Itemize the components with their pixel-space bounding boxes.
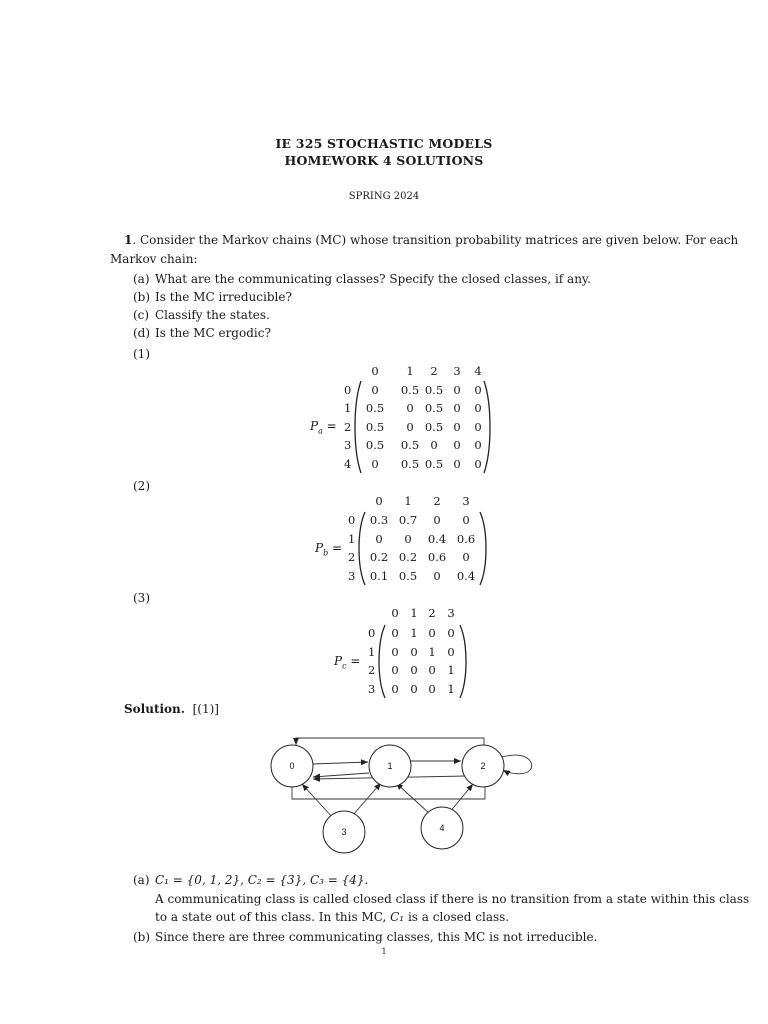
question-c-text: Classify the states. <box>155 308 270 322</box>
matrix-cell: 0 <box>433 513 441 527</box>
matrix-a-item-label: (1) <box>133 347 150 361</box>
matrix-cell: 0.5 <box>424 401 444 416</box>
matrix-col-label: 4 <box>474 364 482 378</box>
matrix-row-label: 0 <box>348 513 356 527</box>
matrix-cell: 1 <box>410 626 418 640</box>
matrix-b-item-label: (2) <box>133 479 150 493</box>
matrix-cell: 0 <box>474 456 482 471</box>
matrix-cell: 0.5 <box>400 438 420 453</box>
equals-sign: = <box>322 419 337 433</box>
matrix-subscript: b <box>323 548 329 558</box>
matrix-cell: 0 <box>428 682 436 697</box>
question-d-label: (d) <box>133 326 151 340</box>
doc-title-line2: HOMEWORK 4 SOLUTIONS <box>284 153 484 168</box>
state-label-4: 4 <box>439 823 445 833</box>
matrix-cell: 0.4 <box>427 531 447 546</box>
matrix-subscript: c <box>342 661 347 671</box>
question-c-label: (c) <box>133 308 150 322</box>
matrix-row-label: 2 <box>368 663 376 678</box>
matrix-cell: 0 <box>453 438 461 453</box>
matrix-cell: 0.5 <box>424 419 444 434</box>
matrix-cell: 0 <box>453 383 461 397</box>
matrix-cell: 0.5 <box>365 438 385 453</box>
answer-a-line2-suffix: is a closed class. <box>407 910 510 924</box>
matrix-col-label: 0 <box>371 364 379 378</box>
matrix-cell: 0 <box>447 626 455 640</box>
matrix-cell: 0.6 <box>456 531 476 546</box>
matrix-cell: 0 <box>428 663 436 678</box>
edge-0-to-1 <box>312 762 368 764</box>
matrix-cell: 0 <box>406 401 414 416</box>
matrix-cell: 0 <box>406 419 414 434</box>
matrix-cell: 0 <box>474 419 482 434</box>
equals-sign: = <box>346 654 361 668</box>
matrix-symbol: P <box>334 654 343 668</box>
edge-2-self-loop <box>502 755 532 774</box>
problem-number: 1 <box>124 233 133 247</box>
solution-ref: [(1)] <box>192 702 219 716</box>
matrix-cell: 0 <box>453 401 461 416</box>
doc-title-line1: IE 325 STOCHASTIC MODELS <box>275 136 493 151</box>
matrix-cell: 0 <box>462 550 470 564</box>
matrix-cell: 0 <box>447 644 455 659</box>
matrix-cell: 0 <box>391 663 399 678</box>
matrix-row-label: 4 <box>344 456 352 471</box>
matrix-cell: 0 <box>474 383 482 397</box>
matrix-col-label: 3 <box>453 364 461 378</box>
matrix-symbol: P <box>310 419 319 433</box>
edge-1-to-0 <box>313 773 369 777</box>
matrix-cell: 0 <box>391 644 399 659</box>
edge-3-to-0 <box>302 784 333 818</box>
matrix-cell: 0.6 <box>427 550 447 564</box>
matrix-cell: 0.2 <box>398 550 418 564</box>
problem-intro-text: . Consider the Markov chains (MC) whose transition probability matrices are given below. For each <box>132 233 739 247</box>
matrix-col-label: 2 <box>433 494 441 508</box>
matrix-cell: 0.5 <box>365 401 385 416</box>
matrix-row-label: 3 <box>344 438 352 453</box>
state-label-1: 1 <box>387 761 393 771</box>
matrix-cell: 0.5 <box>365 419 385 434</box>
matrix-cell: 0 <box>428 626 436 640</box>
matrix-row-label: 0 <box>344 383 352 397</box>
matrix-cell: 0 <box>430 438 438 453</box>
matrix-cell: 0 <box>371 456 379 471</box>
matrix-row-label: 1 <box>368 644 376 659</box>
matrix-col-label: 1 <box>404 494 412 508</box>
matrix-cell: 0.2 <box>369 550 389 564</box>
matrix-cell: 1 <box>428 644 436 659</box>
matrix-cell: 0.4 <box>456 568 476 583</box>
matrix-row-label: 2 <box>348 550 356 564</box>
question-d-text: Is the MC ergodic? <box>155 326 271 340</box>
edge-4-to-2 <box>449 784 473 813</box>
problem-intro-line2: Markov chain: <box>110 252 198 266</box>
matrix-cell: 0 <box>410 663 418 678</box>
matrix-cell: 0.5 <box>400 383 420 397</box>
matrix-col-label: 0 <box>375 494 383 508</box>
answer-a-classes: C₁ = {0, 1, 2}, C₂ = {3}, C₃ = {4}. <box>155 873 369 887</box>
matrix-c-item-label: (3) <box>133 591 150 605</box>
answer-b-text: Since there are three communicating classes, this MC is not irreducible. <box>155 930 598 944</box>
matrix-row-label: 0 <box>368 626 376 640</box>
matrix-cell: 0 <box>453 419 461 434</box>
matrix-cell: 0 <box>410 682 418 697</box>
matrix-row-label: 3 <box>348 568 356 583</box>
question-b-text: Is the MC irreducible? <box>155 290 292 304</box>
matrix-cell: 0 <box>371 383 379 397</box>
answer-a-line2-math: C₁ <box>390 910 405 924</box>
matrix-cell: 0 <box>474 401 482 416</box>
matrix-cell: 0.5 <box>424 383 444 397</box>
matrix-cell: 0 <box>462 513 470 527</box>
answer-a-line2-prefix: to a state out of this class. In this MC, <box>155 910 387 924</box>
matrix-cell: 0 <box>433 568 441 583</box>
matrix-row-label: 2 <box>344 419 352 434</box>
answer-b-label: (b) <box>133 930 151 944</box>
matrix-symbol: P <box>315 541 324 555</box>
matrix-cell: 0.5 <box>424 456 444 471</box>
matrix-cell: 0 <box>474 438 482 453</box>
matrix-cell: 0.7 <box>398 513 418 527</box>
state-label-3: 3 <box>341 827 347 837</box>
matrix-cell: 0 <box>375 531 383 546</box>
matrix-cell: 0 <box>391 626 399 640</box>
matrix-col-label: 3 <box>447 606 455 620</box>
solution-label: Solution. <box>124 702 185 716</box>
matrix-cell: 0 <box>391 682 399 697</box>
state-label-2: 2 <box>480 761 486 771</box>
matrix-cell: 0.5 <box>398 568 418 583</box>
answer-a-line1: A communicating class is called closed class if there is no transition from a state within this class <box>155 892 750 906</box>
matrix-cell: 0 <box>404 531 412 546</box>
matrix-cell: 0.5 <box>400 456 420 471</box>
state-label-0: 0 <box>289 761 295 771</box>
matrix-row-label: 1 <box>344 401 352 416</box>
matrix-cell: 0.3 <box>369 513 389 527</box>
equals-sign: = <box>328 541 343 555</box>
matrix-cell: 0.1 <box>369 568 389 583</box>
answer-a-line2 <box>155 908 509 927</box>
question-b-label: (b) <box>133 290 151 304</box>
matrix-cell: 0 <box>453 456 461 471</box>
matrix-col-label: 0 <box>391 606 399 620</box>
matrix-cell: 1 <box>447 682 455 697</box>
matrix-col-label: 3 <box>462 494 470 508</box>
edge-3-to-1 <box>352 783 381 816</box>
page-number: 1 <box>381 947 387 956</box>
question-a-text: What are the communicating classes? Specify the closed classes, if any. <box>155 272 591 286</box>
matrix-col-label: 1 <box>410 606 418 620</box>
matrix-col-label: 1 <box>406 364 414 378</box>
term-label: SPRING 2024 <box>348 191 420 202</box>
matrix-row-label: 1 <box>348 531 356 546</box>
answer-a-label: (a) <box>133 873 150 887</box>
matrix-col-label: 2 <box>430 364 438 378</box>
matrix-col-label: 2 <box>428 606 436 620</box>
matrix-subscript: a <box>318 426 323 436</box>
matrix-row-label: 3 <box>368 682 376 697</box>
matrix-cell: 0 <box>410 644 418 659</box>
question-a-label: (a) <box>133 272 150 286</box>
matrix-cell: 1 <box>447 663 455 678</box>
edge-4-to-1 <box>396 783 430 814</box>
